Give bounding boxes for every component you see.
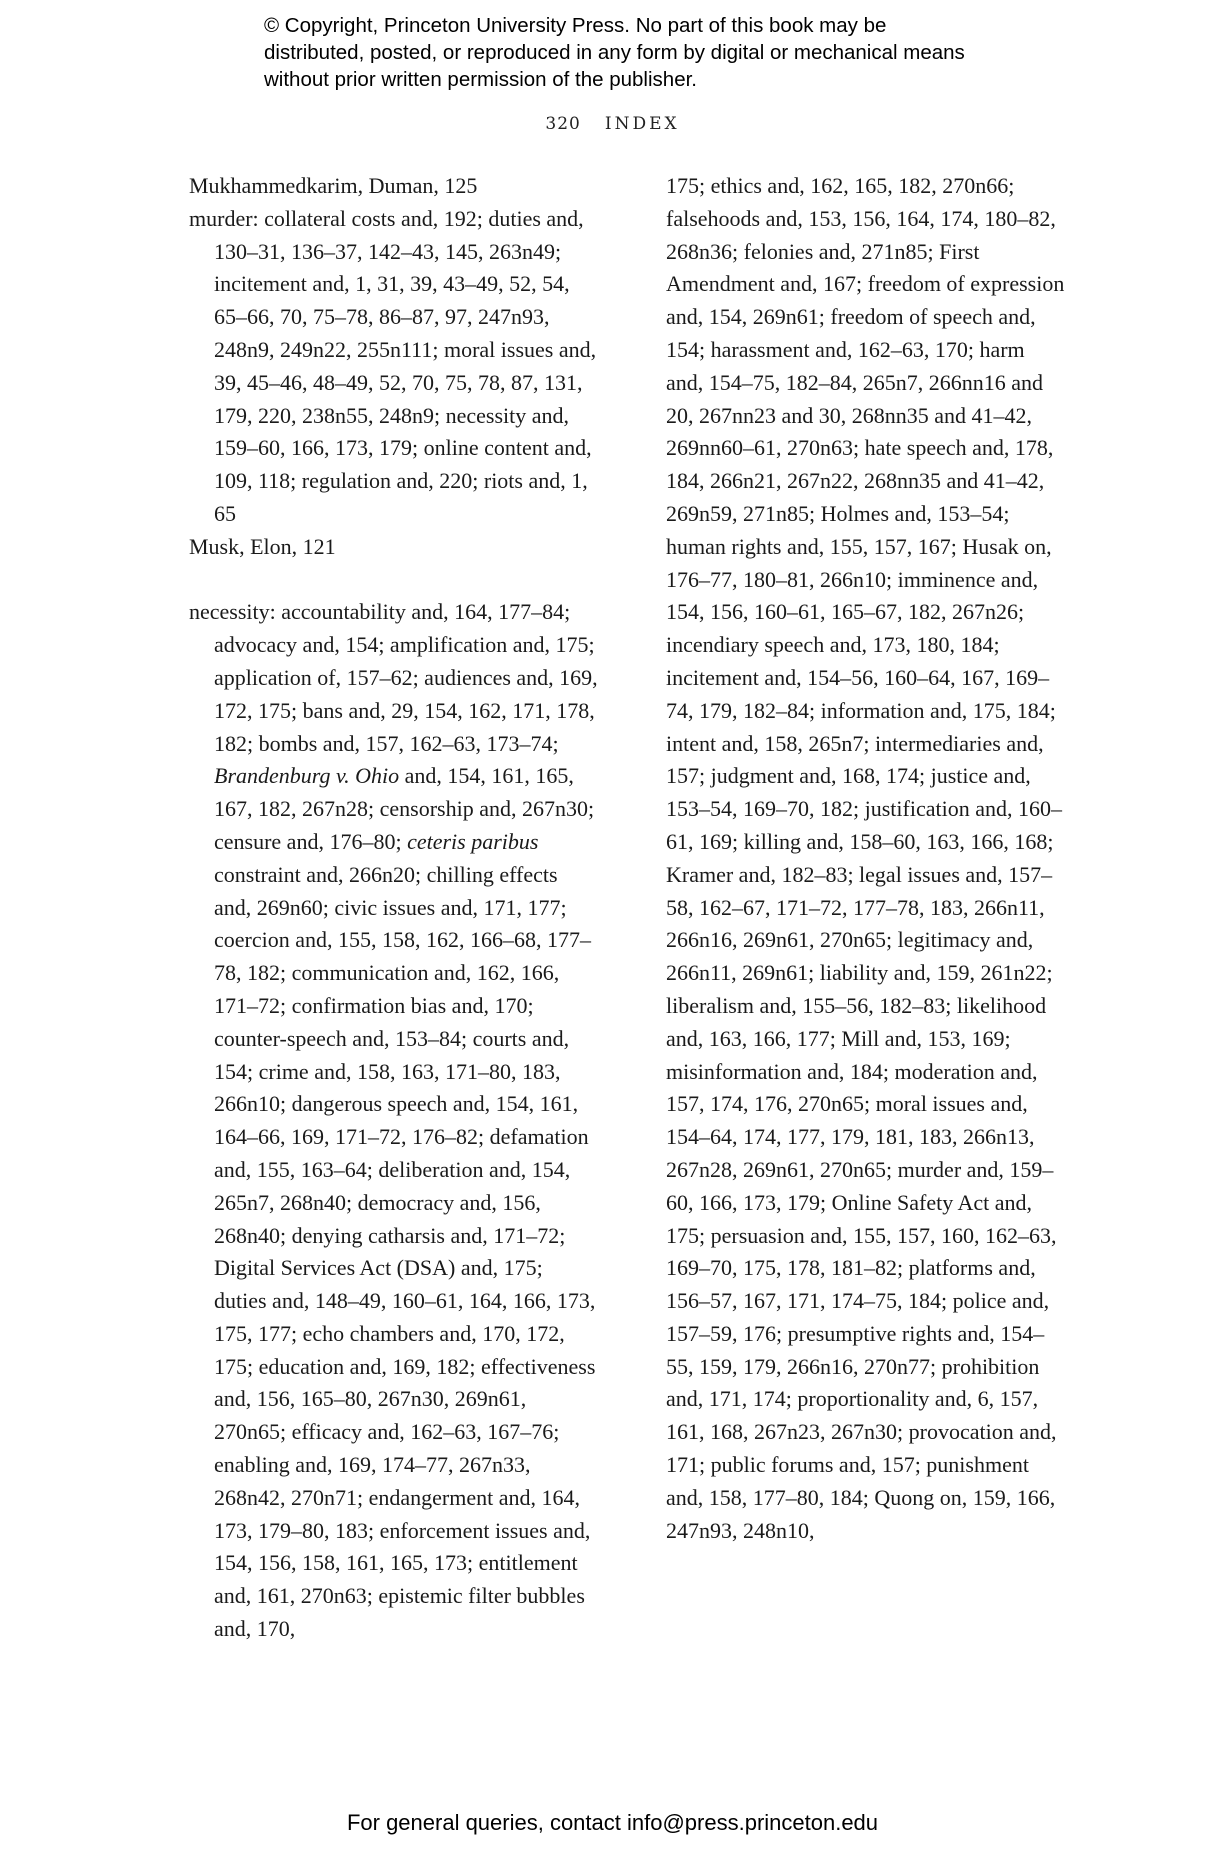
index-column-right [666,170,1066,1547]
entry-text: necessity: accountability and, 164, 177–84; advocacy and, 154; amplification and, 175; application of, 157–62; audiences and, 169, 172, 175; bans and, 29, 154, 162, 171, 178, 182; bombs and, 157, 162–63, 173–74; [189,599,598,756]
entry-text: and, 154, 161, 165, 167, 182, 267n28; censorship and, 267n30; censure and, 176–80; [214,763,595,854]
letter-group-gap [189,564,599,597]
index-entry: Musk, Elon, 121 [189,533,336,559]
copyright-notice: © Copyright, Princeton University Press. No part of this book may be distributed, posted, or reproduced in any form by digital or mechanical means without prior written permission of the publisher. [264,14,965,91]
index-entry: Mukhammedkarim, Duman, 125 [189,173,478,198]
case-name: Brandenburg v. Ohio [214,763,400,789]
index-entry-necessity [189,596,599,1646]
section-title: INDEX [604,114,680,134]
page-number: 320 [545,114,581,134]
index-entry-continuation: 175; ethics and, 162, 165, 182, 270n66; falsehoods and, 153, 156, 164, 174, 180–82, 268n36; felonies and, 271n85; First Amendment and, 167; freedom of expression and, 154, 269n61; freedom of speech and, 154; harassment and, 162–63, 170; harm and, 154–75, 182–84, 265n7, 266nn16 and 20, 267nn23 and 30, 268nn35 and 41–42, 269nn60–61, 270n63; hate speech and, 178, 184, 266n21, 267n22, 268nn35 and 41–42, 269n59, 271n85; Holmes and, 153–54; human rights and, 155, 157, 167; Husak on, 176–77, 180–81, 266n10; imminence and, 154, 156, 160–61, 165–67, 182, 267n26; incendiary speech and, 173, 180, 184; incitement and, 154–56, 160–64, 167, 169–74, 179, 182–84; information and, 175, 184; intent and, 158, 265n7; intermediaries and, 157; judgment and, 168, 174; justice and, 153–54, 169–70, 182; justification and, 160–61, 169; killing and, 158–60, 163, 166, 168; Kramer and, 182–83; legal issues and, 157–58, 162–67, 171–72, 177–78, 183, 266n11, 266n16, 269n61, 270n65; legitimacy and, 266n11, 269n61; liability and, 159, 261n22; liberalism and, 155–56, 182–83; likelihood and, 163, 166, 177; Mill and, 153, 169; misinformation and, 184; moderation and, 157, 174, 176, 270n65; moral issues and, 154–64, 174, 177, 179, 181, 183, 266n13, 267n28, 269n61, 270n65; murder and, 159–60, 166, 173, 179; Online Safety Act and, 175; persuasion and, 155, 157, 160, 162–63, 169–70, 175, 178, 181–82; platforms and, 156–57, 167, 171, 174–75, 184; police and, 157–59, 176; presumptive rights and, 154–55, 159, 179, 266n16, 270n77; prohibition and, 171, 174; proportionality and, 6, 157, 161, 168, 267n23, 267n30; provocation and, 171; public forums and, 157; punishment and, 158, 177–80, 184; Quong on, 159, 166, 247n93, 248n10, [666,173,1065,1543]
index-column-left [189,170,599,1646]
latin-term: ceteris paribus [407,828,539,854]
footer-contact: For general queries, contact info@press.princeton.edu [346,1810,879,1835]
index-entry: murder: collateral costs and, 192; duties and, 130–31, 136–37, 142–43, 145, 263n49; incitement and, 1, 31, 39, 43–49, 52, 54, 65–66, 70, 75–78, 86–87, 97, 247n93, 248n9, 249n22, 255n111; moral issues and, 39, 45–46, 48–49, 52, 70, 75, 78, 87, 131, 179, 220, 238n55, 248n9; necessity and, 159–60, 166, 173, 179; online content and, 109, 118; regulation and, 220; riots and, 1, 65 [189,205,597,526]
entry-text: constraint and, 266n20; chilling effects and, 269n60; civic issues and, 171, 177; coercion and, 155, 158, 162, 166–68, 177–78, 182; communication and, 162, 166, 171–72; confirmation bias and, 170; counter-speech and, 153–84; courts and, 154; crime and, 158, 163, 171–80, 183, 266n10; dangerous speech and, 154, 161, 164–66, 169, 171–72, 176–82; defamation and, 155, 163–64; deliberation and, 154, 265n7, 268n40; democracy and, 156, 268n40; denying catharsis and, 171–72; Digital Services Act (DSA) and, 175; duties and, 148–49, 160–61, 164, 166, 173, 175, 177; echo chambers and, 170, 172, 175; education and, 169, 182; effectiveness and, 156, 165–80, 267n30, 269n61, 270n65; efficacy and, 162–63, 167–76; enabling and, 169, 174–77, 267n33, 268n42, 270n71; endangerment and, 164, 173, 179–80, 183; enforcement issues and, 154, 156, 158, 161, 165, 173; entitlement and, 161, 270n63; epistemic filter bubbles and, 170, [214,861,596,1642]
running-head [0,114,1225,134]
